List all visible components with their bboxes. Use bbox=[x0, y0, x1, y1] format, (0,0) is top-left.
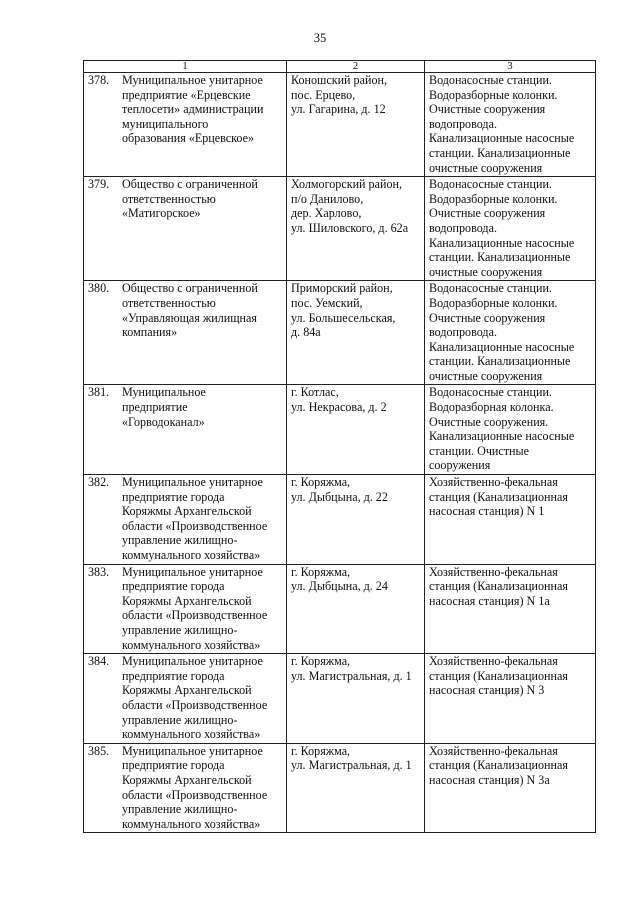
facility-line: очистные сооружения bbox=[429, 264, 543, 279]
address-cell bbox=[287, 281, 425, 385]
address-line: Холмогорский район, bbox=[291, 177, 402, 192]
organization-cell bbox=[84, 281, 287, 385]
organization-cell bbox=[84, 385, 287, 475]
facility-line: насосная станция) N 3 bbox=[429, 683, 545, 698]
facility-line: водопровода. bbox=[429, 220, 497, 235]
organization-name-line: Муниципальное унитарное bbox=[122, 654, 263, 669]
facility-line: Водонасосные станции. bbox=[429, 281, 552, 296]
facility-line: водопровода. bbox=[429, 325, 497, 340]
facility-line: Водонасосные станции. bbox=[429, 73, 552, 87]
row-number: 381. bbox=[88, 385, 110, 400]
table-row bbox=[84, 73, 596, 177]
address-cell bbox=[287, 564, 425, 654]
row-number: 378. bbox=[88, 73, 110, 87]
row-number: 382. bbox=[88, 475, 110, 490]
facilities-cell bbox=[425, 743, 596, 833]
address-line: ул. Магистральная, д. 1 bbox=[291, 668, 412, 683]
facility-line: Канализационные насосные bbox=[429, 235, 575, 250]
facility-line: станции. Канализационные bbox=[429, 354, 571, 369]
row-number: 384. bbox=[88, 654, 110, 669]
column-number: 3 bbox=[425, 61, 596, 73]
address-line: пос. Ерцево, bbox=[291, 87, 356, 102]
organization-name-line: ответственностью bbox=[122, 191, 216, 206]
facility-line: станция (Канализационная bbox=[429, 668, 568, 683]
organization-name-line: управление жилищно- bbox=[122, 712, 238, 727]
organization-name-line: управление жилищно- bbox=[122, 802, 238, 817]
address-line: г. Коряжма, bbox=[291, 654, 351, 669]
address-cell bbox=[287, 743, 425, 833]
facility-line: Хозяйственно-фекальная bbox=[429, 743, 558, 758]
table-row bbox=[84, 564, 596, 654]
organization-name-line: области «Производственное bbox=[122, 787, 268, 802]
address-line: дер. Харлово, bbox=[291, 206, 362, 221]
organization-name-line: «Управляющая жилищная bbox=[122, 310, 257, 325]
address-line: пос. Уемский, bbox=[291, 295, 363, 310]
organization-cell bbox=[84, 743, 287, 833]
address-cell bbox=[287, 177, 425, 281]
table-row bbox=[84, 385, 596, 475]
organization-cell bbox=[84, 654, 287, 744]
facility-line: Водоразборная колонка. bbox=[429, 400, 554, 415]
organization-cell bbox=[84, 475, 287, 565]
organization-name-line: Коряжмы Архангельской bbox=[122, 504, 252, 519]
organization-name-line: муниципального bbox=[122, 116, 209, 131]
organization-name-line: образования «Ерцевское» bbox=[122, 131, 255, 146]
facility-line: насосная станция) N 3а bbox=[429, 772, 550, 787]
facility-line: Водоразборные колонки. bbox=[429, 295, 558, 310]
organization-name-line: Муниципальное унитарное bbox=[122, 73, 263, 87]
address-line: ул. Магистральная, д. 1 bbox=[291, 758, 412, 773]
table-row bbox=[84, 281, 596, 385]
facilities-cell bbox=[425, 475, 596, 565]
table-row bbox=[84, 177, 596, 281]
organization-name-line: Муниципальное унитарное bbox=[122, 564, 263, 579]
column-number: 1 bbox=[84, 61, 287, 73]
organization-name-line: области «Производственное bbox=[122, 608, 268, 623]
row-number: 379. bbox=[88, 177, 110, 192]
address-line: г. Коряжма, bbox=[291, 743, 351, 758]
facility-line: Водонасосные станции. bbox=[429, 177, 552, 192]
facility-line: сооружения bbox=[429, 458, 491, 473]
address-cell bbox=[287, 73, 425, 177]
organization-name-line: Муниципальное унитарное bbox=[122, 743, 263, 758]
facility-line: Хозяйственно-фекальная bbox=[429, 475, 558, 490]
facility-line: очистные сооружения bbox=[429, 160, 543, 175]
address-line: ул. Дыбцына, д. 24 bbox=[291, 579, 388, 594]
address-line: г. Коряжма, bbox=[291, 564, 351, 579]
facilities-cell bbox=[425, 177, 596, 281]
organization-name-line: коммунального хозяйства» bbox=[122, 816, 261, 831]
organization-name-line: Коряжмы Архангельской bbox=[122, 683, 252, 698]
address-line: г. Коряжма, bbox=[291, 475, 351, 490]
facility-line: станция (Канализационная bbox=[429, 758, 568, 773]
organization-name-line: Муниципальное bbox=[122, 385, 206, 400]
table-row bbox=[84, 654, 596, 744]
facility-line: очистные сооружения bbox=[429, 368, 543, 383]
address-line: Приморский район, bbox=[291, 281, 393, 296]
organization-name-line: предприятие «Ерцевские bbox=[122, 87, 251, 102]
organization-name-line: коммунального хозяйства» bbox=[122, 637, 261, 652]
organization-cell bbox=[84, 73, 287, 177]
organization-name-line: управление жилищно- bbox=[122, 622, 238, 637]
facilities-cell bbox=[425, 564, 596, 654]
table-row bbox=[84, 475, 596, 565]
facility-line: насосная станция) N 1 bbox=[429, 504, 545, 519]
organization-name-line: Коряжмы Архангельской bbox=[122, 593, 252, 608]
facilities-cell bbox=[425, 73, 596, 177]
facility-line: Очистные сооружения bbox=[429, 102, 546, 117]
facility-line: Очистные сооружения bbox=[429, 206, 546, 221]
facility-line: Водоразборные колонки. bbox=[429, 87, 558, 102]
organization-name-line: коммунального хозяйства» bbox=[122, 727, 261, 742]
registry-table bbox=[83, 60, 596, 833]
address-line: ул. Шиловского, д. 62а bbox=[291, 220, 409, 235]
facilities-cell bbox=[425, 281, 596, 385]
facility-line: станции. Канализационные bbox=[429, 145, 571, 160]
address-line: Коношский район, bbox=[291, 73, 387, 87]
facility-line: Канализационные насосные bbox=[429, 131, 575, 146]
organization-name-line: предприятие города bbox=[122, 579, 225, 594]
organization-name-line: «Горводоканал» bbox=[122, 414, 205, 429]
column-number-row bbox=[84, 61, 596, 73]
organization-name-line: «Матигорское» bbox=[122, 206, 201, 221]
facility-line: водопровода. bbox=[429, 116, 497, 131]
facilities-cell bbox=[425, 654, 596, 744]
address-cell bbox=[287, 475, 425, 565]
address-cell bbox=[287, 654, 425, 744]
organization-name-line: теплосети» администрации bbox=[122, 102, 264, 117]
address-line: д. 84а bbox=[291, 325, 321, 340]
facility-line: насосная станция) N 1а bbox=[429, 593, 550, 608]
facility-line: станции. Очистные bbox=[429, 443, 530, 458]
table-row bbox=[84, 743, 596, 833]
organization-name-line: ответственностью bbox=[122, 295, 216, 310]
organization-name-line: компания» bbox=[122, 325, 178, 340]
facility-line: Канализационные насосные bbox=[429, 429, 575, 444]
address-line: ул. Некрасова, д. 2 bbox=[291, 400, 387, 415]
address-line: ул. Большесельская, bbox=[291, 310, 396, 325]
organization-name-line: предприятие города bbox=[122, 668, 225, 683]
page-number: 35 bbox=[313, 31, 327, 45]
address-line: ул. Дыбцына, д. 22 bbox=[291, 489, 388, 504]
organization-name-line: Коряжмы Архангельской bbox=[122, 772, 252, 787]
organization-cell bbox=[84, 564, 287, 654]
row-number: 383. bbox=[88, 564, 110, 579]
facility-line: Хозяйственно-фекальная bbox=[429, 654, 558, 669]
organization-name-line: области «Производственное bbox=[122, 697, 268, 712]
organization-name-line: Общество с ограниченной bbox=[122, 177, 258, 192]
organization-name-line: коммунального хозяйства» bbox=[122, 548, 261, 562]
organization-cell bbox=[84, 177, 287, 281]
organization-name-line: Общество с ограниченной bbox=[122, 281, 258, 296]
facility-line: Очистные сооружения. bbox=[429, 414, 549, 429]
facility-line: Очистные сооружения bbox=[429, 310, 546, 325]
organization-name-line: предприятие города bbox=[122, 489, 225, 504]
facility-line: Водоразборные колонки. bbox=[429, 191, 558, 206]
facility-line: Канализационные насосные bbox=[429, 339, 575, 354]
address-line: ул. Гагарина, д. 12 bbox=[291, 102, 386, 117]
facility-line: станции. Канализационные bbox=[429, 250, 571, 265]
column-number: 2 bbox=[287, 61, 425, 73]
organization-name-line: предприятие города bbox=[122, 758, 225, 773]
address-line: г. Котлас, bbox=[291, 385, 339, 400]
address-cell bbox=[287, 385, 425, 475]
row-number: 380. bbox=[88, 281, 110, 296]
facilities-cell bbox=[425, 385, 596, 475]
organization-name-line: предприятие bbox=[122, 400, 188, 415]
address-line: п/о Данилово, bbox=[291, 191, 364, 206]
facility-line: Хозяйственно-фекальная bbox=[429, 564, 558, 579]
organization-name-line: Муниципальное унитарное bbox=[122, 475, 263, 490]
facility-line: Водонасосные станции. bbox=[429, 385, 552, 400]
facility-line: станция (Канализационная bbox=[429, 579, 568, 594]
facility-line: станция (Канализационная bbox=[429, 489, 568, 504]
row-number: 385. bbox=[88, 743, 110, 758]
organization-name-line: управление жилищно- bbox=[122, 533, 238, 548]
organization-name-line: области «Производственное bbox=[122, 518, 268, 533]
